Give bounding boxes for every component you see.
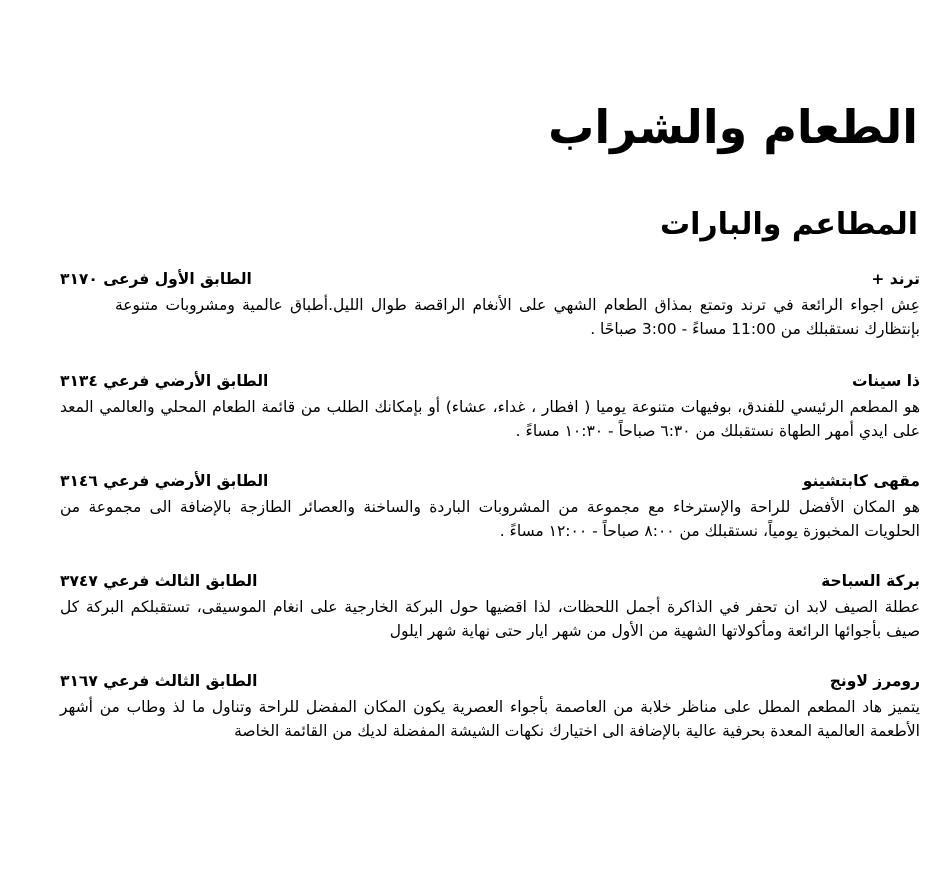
venue-description: هو المطعم الرئيسي للفندق، بوفيهات متنوعة يوميا ( افطار ، غداء، عشاء) أو بإمكانك الطلب من قائمة الطعام المحلي والعالمي المعد على ايدي أمهر الطهاة نستقبلك من ٦:٣٠ صباحاً - ١٠:٣٠ مساءً . [60, 398, 920, 440]
section-title: المطاعم والبارات [659, 207, 918, 242]
venue-location: الطابق الثالث فرعي ٣٧٤٧ [60, 572, 258, 590]
venue-name: رومرز لاونج [829, 672, 920, 690]
venue-description: هو المكان الأفضل للراحة والإسترخاء مع مجموعة من المشروبات الباردة والساخنة والعصائر الطازجة بالإضافة الى مجموعة من الحلويات المخبوزة يومياً، نستقبلك من ٨:٠٠ صباحاً - ١٢:٠٠ مساءً . [60, 498, 920, 540]
venue-header [60, 569, 920, 595]
venue-name: ذا سينات [852, 372, 920, 390]
venue-location: الطابق الأول فرعى ٣١٧٠ [60, 270, 252, 288]
venue-entry-trend [60, 267, 920, 341]
venue-description: يتميز هاد المطعم المطل على مناظر خلابة من العاصمة بأجواء العصرية يكون المكان المفضل للراحة وتناول ما لذ وطاب من أشهر الأطعمة العالمية المعدة بحرفية عالية بالإضافة الى اختيارك نكهات الشيشة المفضلة لديك من القائمة الخاصة [60, 698, 920, 740]
page-title: الطعام والشراب [548, 100, 918, 154]
venue-name: بركة السباحة [821, 572, 920, 590]
venue-entry-romers-lounge [60, 669, 920, 743]
venue-header [60, 369, 920, 395]
venue-entry-swimming-pool [60, 569, 920, 643]
venue-header [60, 267, 920, 293]
venue-header [60, 469, 920, 495]
venue-entry-the-cinnat [60, 369, 920, 443]
venue-header [60, 669, 920, 695]
venue-location: الطابق الثالث فرعي ٣١٦٧ [60, 672, 258, 690]
venue-name: مقهى كابتشينو [802, 472, 920, 490]
venue-name: ترند + [871, 270, 920, 288]
venue-location: الطابق الأرضي فرعي ٣١٣٤ [60, 372, 269, 390]
venue-location: الطابق الأرضي فرعي ٣١٤٦ [60, 472, 269, 490]
venue-description: عطلة الصيف لابد ان تحفر في الذاكرة أجمل اللحظات، لذا اقضيها حول البركة الخارجية على انغام الموسيقى، تستقبلكم البركة كل صيف بأجوائها الرائعة ومأكولاتها الشهية من الأول من شهر ايار حتى نهاية شهر ايلول [60, 598, 920, 640]
venue-entry-cappuccino-cafe [60, 469, 920, 543]
venue-description: عِش اجواء الرائعة في ترند وتمتع بمذاق الطعام الشهي على الأنغام الراقصة طوال الليل.أطباق عالمية ومشروبات متنوعة بإنتظارك نستقبلك من 11:00 مساءً - 3:00 صباحًا . [115, 296, 920, 338]
